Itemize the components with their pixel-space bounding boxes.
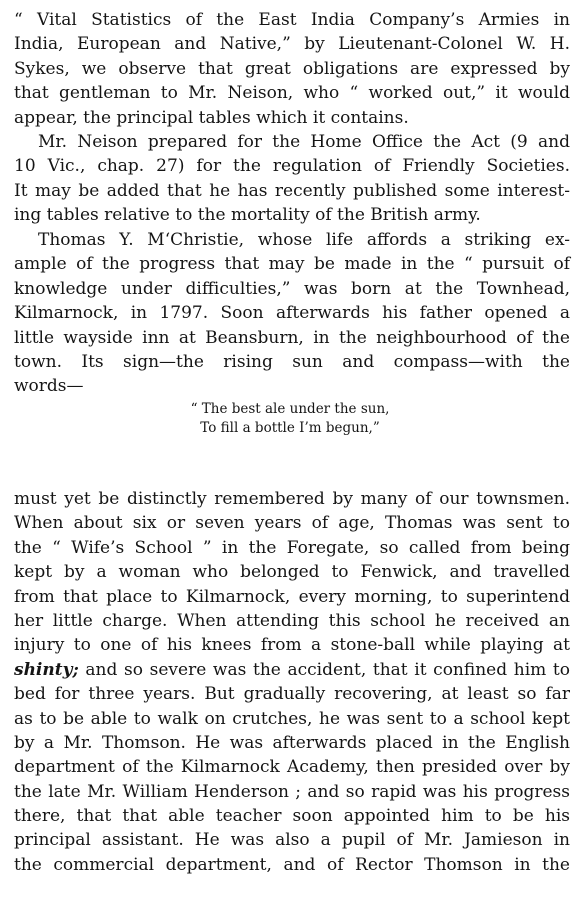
text-line: the commercial department, and of Rector Thomson in the xyxy=(14,854,570,875)
text-line: Kilmarnock, in 1797. Soon afterwards his father opened a xyxy=(14,303,570,324)
text-line: bed for three years. But gradually recovering, at least so far xyxy=(14,684,570,705)
text-line: the late Mr. William Henderson ; and so rapid was his progress xyxy=(14,781,570,802)
text-line: injury to one of his knees from a stone-ball while playing at xyxy=(14,635,570,656)
text-line: knowledge under difficulties,” was born at the Townhead, xyxy=(14,278,570,299)
text-line: It may be added that he has recently published some interest- xyxy=(14,180,570,201)
italic-word: shinty; xyxy=(14,659,79,680)
text-line: ample of the progress that may be made in the “ pursuit of xyxy=(14,254,570,275)
text-line: department of the Kilmarnock Academy, then presided over by xyxy=(14,757,570,778)
text-line: 10 Vic., chap. 27) for the regulation of Friendly Societies. xyxy=(14,156,570,177)
text-line: kept by a woman who belonged to Fenwick, and travelled xyxy=(14,562,570,583)
text-line: ing tables relative to the mortality of the British army. xyxy=(14,205,481,226)
text-line: Thomas Y. M‘Christie, whose life affords a striking ex- xyxy=(38,230,570,250)
verse-line: “ The best ale under the sun, xyxy=(190,401,390,417)
text-line: the “ Wife’s School ” in the Foregate, so called from being xyxy=(14,537,570,558)
text-line: “ Vital Statistics of the East India Company’s Armies in xyxy=(14,10,570,30)
text-line: as to be able to walk on crutches, he was sent to a school kept xyxy=(14,708,570,729)
text-line: there, that that able teacher soon appointed him to be his xyxy=(14,806,570,827)
text-line: words— xyxy=(14,376,84,397)
text-line: principal assistant. He was also a pupil of Mr. Jamieson in xyxy=(14,830,570,851)
text-line: Sykes, we observe that great obligations are expressed by xyxy=(14,58,570,79)
text-fragment: and so severe was the accident, that it confined him to xyxy=(78,659,570,680)
text-line: her little charge. When attending this school he received an xyxy=(14,610,570,631)
text-line: appear, the principal tables which it contains. xyxy=(14,107,409,128)
text-line: When about six or seven years of age, Thomas was sent to xyxy=(14,513,570,534)
paragraph-schooling xyxy=(14,487,570,877)
text-line xyxy=(14,658,570,682)
text-line: by a Mr. Thomson. He was afterwards placed in the English xyxy=(14,732,570,753)
paragraph-neison xyxy=(14,130,570,228)
text-line: must yet be distinctly remembered by many of our townsmen. xyxy=(14,489,570,509)
text-line: town. Its sign—the rising sun and compass—with the xyxy=(14,351,570,372)
verse-line: To fill a bottle I’m begun,” xyxy=(200,420,380,436)
text-line: little wayside inn at Beansburn, in the neighbourhood of the xyxy=(14,327,570,348)
verse-quotation xyxy=(0,400,580,438)
text-line: from that place to Kilmarnock, every morning, to superintend xyxy=(14,586,570,607)
paragraph-mchristie xyxy=(14,228,570,399)
text-line: that gentleman to Mr. Neison, who “ worked out,” it would xyxy=(14,83,570,104)
text-line: India, European and Native,” by Lieutenant-Colonel W. H. xyxy=(14,34,570,55)
paragraph-statistics xyxy=(14,8,570,130)
text-line: Mr. Neison prepared for the Home Office the Act (9 and xyxy=(38,132,570,152)
